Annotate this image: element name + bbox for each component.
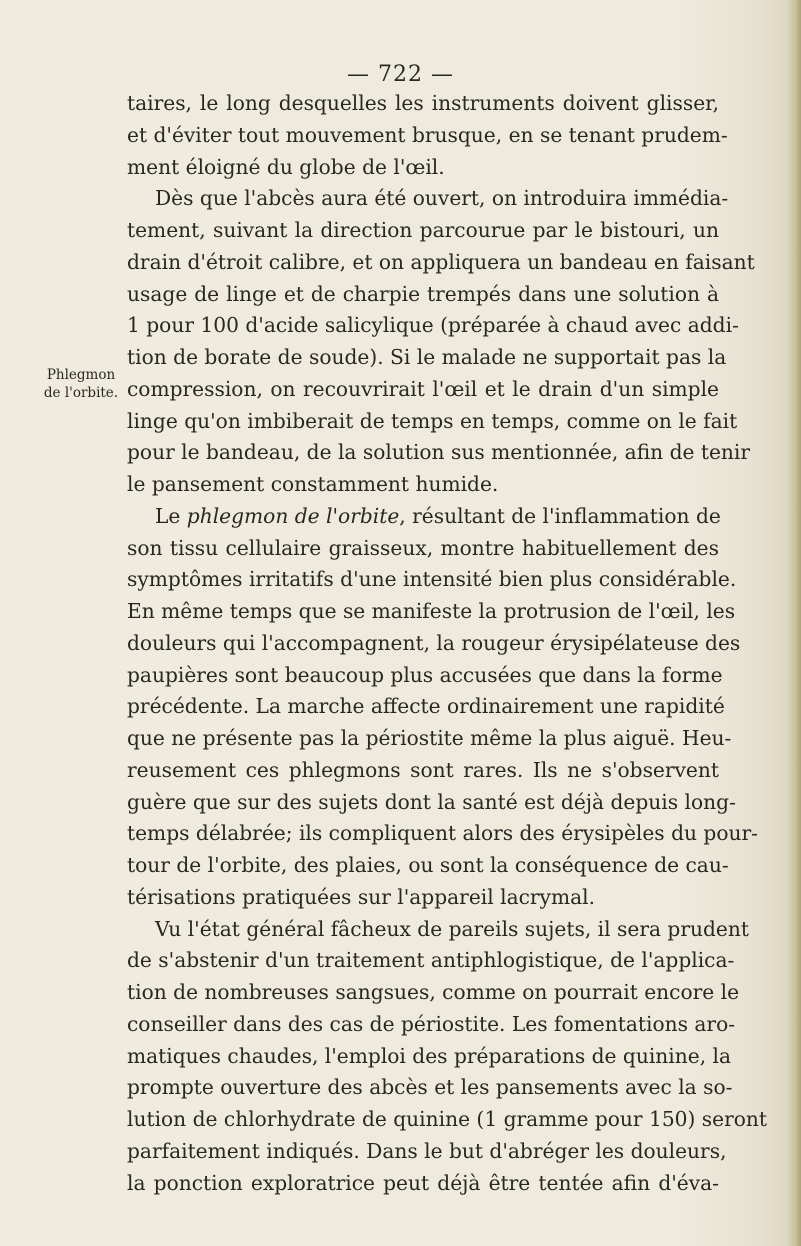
text-line: matiques chaudes, l'emploi des préparations de quinine, la [127, 1043, 732, 1068]
text-line: précédente. La marche affecte ordinairement une rapidité [127, 694, 725, 719]
text-line: Dès que l'abcès aura été ouvert, on introduira immédia- [155, 186, 729, 211]
text-line: taires, le long desquelles les instruments doivent glisser, [127, 91, 719, 115]
margin-note-line-2: de l'orbite. [43, 385, 119, 401]
text-line: linge qu'on imbiberait de temps en temps, comme on le fait [127, 408, 738, 433]
text-line: temps délabrée; ils compliquent alors des érysipèles du pour- [127, 821, 758, 846]
margin-note-line-1: Phlegmon [46, 367, 116, 383]
text-line: lution de chlorhydrate de quinine (1 gramme pour 150) seront [127, 1107, 768, 1131]
text-line: térisations pratiquées sur l'appareil lacrymal. [127, 884, 596, 909]
text-line: Vu l'état général fâcheux de pareils sujets, il sera prudent [155, 916, 749, 941]
text-line: usage de linge et de charpie trempés dans une solution à [127, 281, 719, 306]
text-line: et d'éviter tout mouvement brusque, en se tenant prudem- [127, 122, 728, 147]
text-line: reusement ces phlegmons sont rares. Ils ne s'observent [127, 757, 719, 782]
text-line: pour le bandeau, de la solution sus mentionnée, afin de tenir [127, 440, 751, 465]
text-line-phlegmon [127, 501, 719, 533]
text-line: tion de nombreuses sangsues, comme on pourrait encore le [127, 980, 740, 1004]
text-line: symptômes irritatifs d'une intensité bien plus considérable. [127, 567, 737, 592]
text-line: la ponction exploratrice peut déjà être tentée afin d'éva- [127, 1170, 719, 1195]
text-line: tion de borate de soude). Si le malade ne supportait pas la [127, 345, 727, 369]
text-line: tement, suivant la direction parcourue par le bistouri, un [127, 218, 719, 242]
page-number: — 722 — [347, 62, 454, 87]
text-line: de s'abstenir d'un traitement antiphlogistique, de l'applica- [127, 948, 735, 973]
text-line: paupières sont beaucoup plus accusées que dans la forme [127, 662, 723, 687]
text-line: tour de l'orbite, des plaies, ou sont la conséquence de cau- [127, 853, 729, 877]
text-line: douleurs qui l'accompagnent, la rougeur érysipélateuse des [127, 630, 741, 655]
text-line: compression, on recouvrirait l'œil et le drain d'un simple [127, 376, 719, 401]
text-prefix: Le [155, 503, 187, 528]
text-line: que ne présente pas la périostite même la plus aiguë. Heu- [127, 726, 732, 750]
text-line: son tissu cellulaire graisseux, montre habituellement des [127, 535, 719, 560]
body-text [127, 88, 768, 1199]
text-line: drain d'étroit calibre, et on appliquera un bandeau en faisant [127, 249, 755, 274]
text-line: ment éloigné du globe de l'œil. [127, 154, 445, 179]
text-line: prompte ouverture des abcès et les pansements avec la so- [127, 1075, 733, 1100]
text-line: 1 pour 100 d'acide salicylique (préparée à chaud avec addi- [127, 313, 739, 338]
text-line: parfaitement indiqués. Dans le but d'abréger les douleurs, [127, 1138, 727, 1163]
margin-note [36, 366, 126, 402]
text-line: conseiller dans des cas de périostite. Les fomentations aro- [127, 1011, 736, 1036]
text-line: le pansement constamment humide. [127, 472, 499, 496]
text-suffix: , résultant de l'inflammation de [399, 503, 721, 528]
text-line: En même temps que se manifeste la protrusion de l'œil, les [127, 599, 736, 623]
text-line: guère que sur des sujets dont la santé est déjà depuis long- [127, 789, 736, 814]
page-edge-shadow [787, 0, 801, 1246]
italic-term: phlegmon de l'orbite [186, 503, 400, 528]
